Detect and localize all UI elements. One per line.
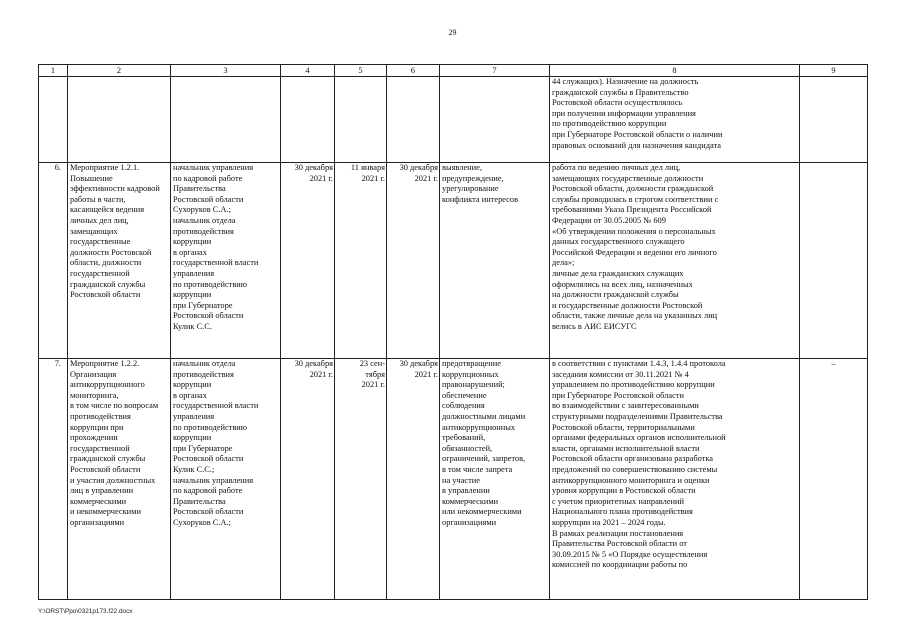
column-number-row xyxy=(39,65,868,77)
planned-end-cell: 11 января 2021 г. xyxy=(335,163,387,359)
actual-end-cell: 30 декабря 2021 г. xyxy=(387,359,440,600)
note-cell xyxy=(800,77,868,163)
column-number: 2 xyxy=(68,65,171,77)
row-number: 6. xyxy=(39,163,68,359)
column-number: 3 xyxy=(171,65,281,77)
fact-cell: работа по ведению личных дел лиц, замещающих государственные должности Ростовской области, должности гражданской службы проводилась в строгом соответствии с требованиями Указа Президента Российской Федерации от 30.05.2005 № 609 «Об утверждении положения о персональных данных государственного служащего Российской Федерации и ведении его личного дела»; личные дела гражданских служащих оформлялись на всех лиц, назначенных на должности гражданской службы и государственные должности Ростовской области, также личные дела на указанных лиц велись в АИС ЕИСУГС xyxy=(550,163,800,359)
result-cell xyxy=(440,77,550,163)
column-number: 8 xyxy=(550,65,800,77)
note-cell: – xyxy=(800,359,868,600)
executor-cell: начальник отдела противодействия коррупции в органах государственной власти управления по противодействию коррупции при Губернаторе Ростовской области Кулик С.С.; начальник управления по кадровой работе Правительства Ростовской области Сухоруков С.А.; xyxy=(171,359,281,600)
file-path-footer: Y:\ORST\Ppo\0321p173.f22.docx xyxy=(38,608,133,615)
planned-start-cell: 30 декабря 2021 г. xyxy=(281,163,335,359)
executor-cell: начальник управления по кадровой работе Правительства Ростовской области Сухоруков С.А.; начальник отдела противодействия коррупции в органах государственной власти управления по противодействию коррупции при Губернаторе Ростовской области Кулик С.С. xyxy=(171,163,281,359)
table-row xyxy=(39,77,868,163)
column-number: 5 xyxy=(335,65,387,77)
actual-end-cell xyxy=(387,77,440,163)
table-row xyxy=(39,359,868,600)
event-cell xyxy=(68,77,171,163)
planned-end-cell xyxy=(335,77,387,163)
actual-end-cell: 30 декабря 2021 г. xyxy=(387,163,440,359)
planned-end-cell: 23 сен- тября 2021 г. xyxy=(335,359,387,600)
row-number: 7. xyxy=(39,359,68,600)
planned-start-cell: 30 декабря 2021 г. xyxy=(281,359,335,600)
table-row xyxy=(39,163,868,359)
column-number: 4 xyxy=(281,65,335,77)
column-number: 7 xyxy=(440,65,550,77)
fact-cell: в соответствии с пунктами 1.4.3, 1.4.4 протокола заседания комиссии от 30.11.2021 № 4 управлением по противодействию коррупции при Губернаторе Ростовской области во взаимодействии с заинтересованными структурными подразделениями Правительства Ростовской области, территориальными органами федеральных органов исполнительной власти, органами исполнительной власти Ростовской области организована разработка предложений по совершенствованию системы антикоррупционного мониторинга и оценки уровня коррупции в Ростовской области с учетом приоритетных направлений Национального плана противодействия коррупции на 2021 – 2024 годы. В рамках реализации постановления Правительства Ростовской области от 30.09.2015 № 5 «О Порядке осуществления комиссией по координации работы по xyxy=(550,359,800,600)
column-number: 6 xyxy=(387,65,440,77)
event-cell: Мероприятие 1.2.1. Повышение эффективности кадровой работы в части, касающейся ведения личных дел лиц, замещающих государственные должности Ростовской области, должности государственной гражданской службы Ростовской области xyxy=(68,163,171,359)
planned-start-cell xyxy=(281,77,335,163)
result-cell: предотвращение коррупционных правонарушений; обеспечение соблюдения должностными лицами антикоррупционных требований, обязанностей, ограничений, запретов, в том числе запрета на участие в управлении коммерческими или некоммерческими организациями xyxy=(440,359,550,600)
row-number xyxy=(39,77,68,163)
column-number: 1 xyxy=(39,65,68,77)
page-number: 29 xyxy=(448,28,457,37)
report-table xyxy=(38,64,868,600)
column-number: 9 xyxy=(800,65,868,77)
event-cell: Мероприятие 1.2.2. Организация антикоррупционного мониторинга, в том числе по вопросам противодействия коррупции при прохождении государственной гражданской службы Ростовской области и участия должностных лиц в управлении коммерческими и некоммерческими организациями xyxy=(68,359,171,600)
result-cell: выявление, предупреждение, урегулирование конфликта интересов xyxy=(440,163,550,359)
executor-cell xyxy=(171,77,281,163)
note-cell xyxy=(800,163,868,359)
fact-cell: 44 служащих). Назначение на должность гражданской службы в Правительство Ростовской области осуществлялось при получении информации управления по противодействию коррупции при Губернаторе Ростовской области о наличии правовых оснований для назначения кандидата xyxy=(550,77,800,163)
